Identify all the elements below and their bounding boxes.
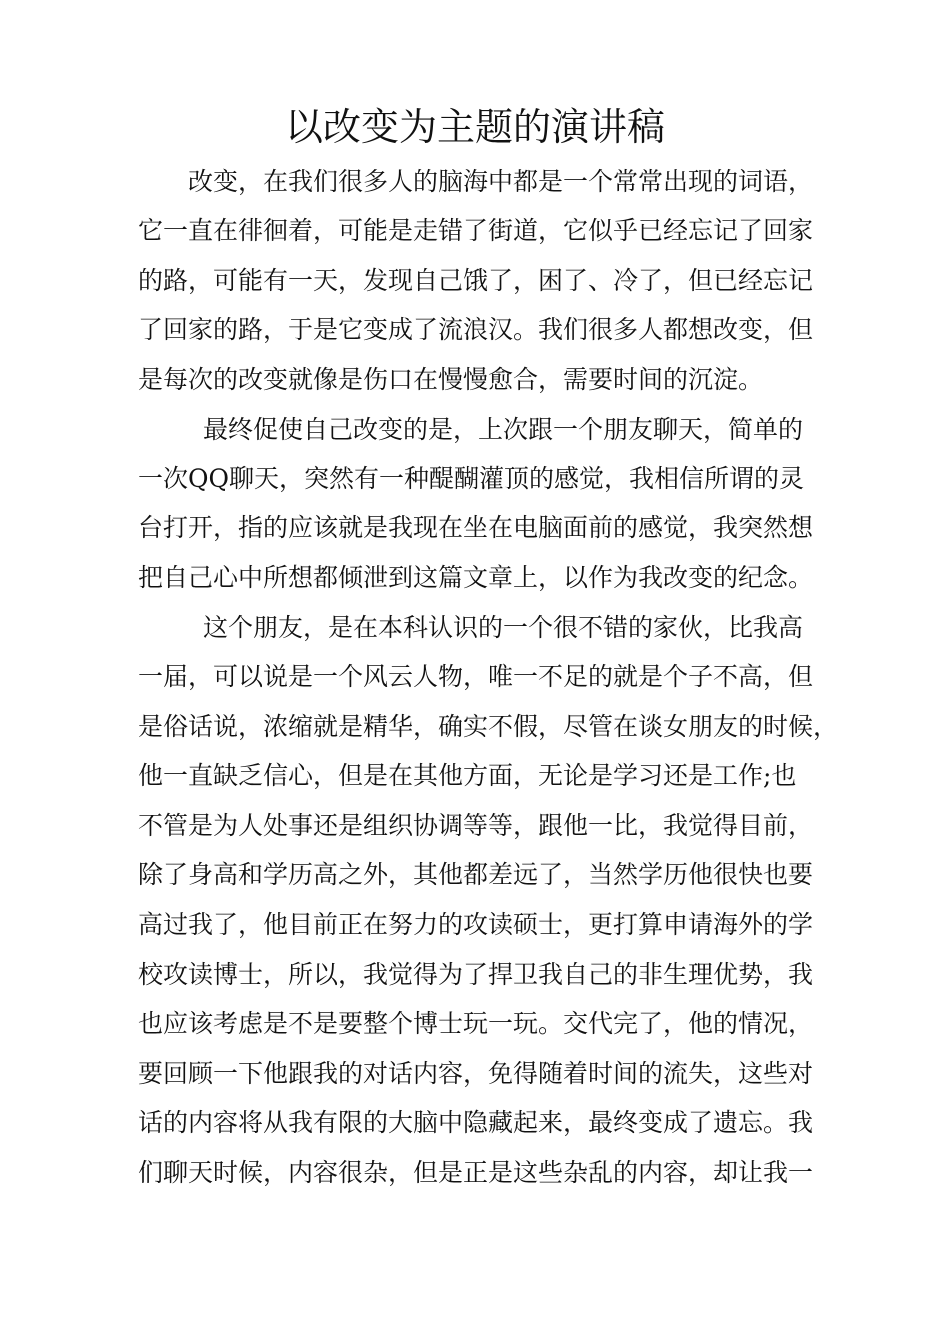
- text-line: 高过我了，他目前正在努力的攻读硕士，更打算申请海外的学: [138, 910, 814, 939]
- text-line: 一届，可以说是一个风云人物，唯一不足的就是个子不高，但: [138, 662, 814, 691]
- text-line: 一次QQ聊天，突然有一种醍醐灌顶的感觉，我相信所谓的灵: [138, 464, 804, 493]
- text-line: 是俗话说，浓缩就是精华，确实不假，尽管在谈女朋友的时候，: [138, 712, 839, 741]
- text-line: 的路，可能有一天，发现自己饿了，困了、冷了，但已经忘记: [138, 266, 814, 295]
- text-line: 不管是为人处事还是组织协调等等，跟他一比，我觉得目前，: [138, 811, 814, 840]
- text-line: 台打开，指的应该就是我现在坐在电脑面前的感觉，我突然想: [138, 513, 814, 542]
- text-line: 要回顾一下他跟我的对话内容，免得随着时间的流失，这些对: [138, 1059, 814, 1088]
- text-line: 也应该考虑是不是要整个博士玩一玩。交代完了，他的情况，: [138, 1009, 814, 1038]
- text-line: 了回家的路，于是它变成了流浪汉。我们很多人都想改变，但: [138, 315, 814, 344]
- text-line: 他一直缺乏信心，但是在其他方面，无论是学习还是工作;也: [138, 761, 797, 790]
- text-line: 这个朋友，是在本科认识的一个很不错的家伙，比我高: [203, 613, 804, 642]
- text-line: 话的内容将从我有限的大脑中隐藏起来，最终变成了遗忘。我: [138, 1108, 814, 1137]
- text-line: 们聊天时候，内容很杂，但是正是这些杂乱的内容，却让我一: [138, 1158, 814, 1187]
- document-title: 以改变为主题的演讲稿: [284, 105, 665, 149]
- text-line: 改变，在我们很多人的脑海中都是一个常常出现的词语，: [188, 167, 814, 196]
- text-line: 是每次的改变就像是伤口在慢慢愈合，需要时间的沉淀。: [138, 365, 764, 394]
- text-line: 它一直在徘徊着，可能是走错了街道，它似乎已经忘记了回家: [138, 216, 814, 245]
- text-line: 把自己心中所想都倾泄到这篇文章上，以作为我改变的纪念。: [138, 563, 814, 592]
- text-line: 校攻读博士，所以，我觉得为了捍卫我自己的非生理优势，我: [138, 960, 814, 989]
- text-line: 最终促使自己改变的是，上次跟一个朋友聊天，简单的: [203, 415, 804, 444]
- text-line: 除了身高和学历高之外，其他都差远了，当然学历他很快也要: [138, 860, 814, 889]
